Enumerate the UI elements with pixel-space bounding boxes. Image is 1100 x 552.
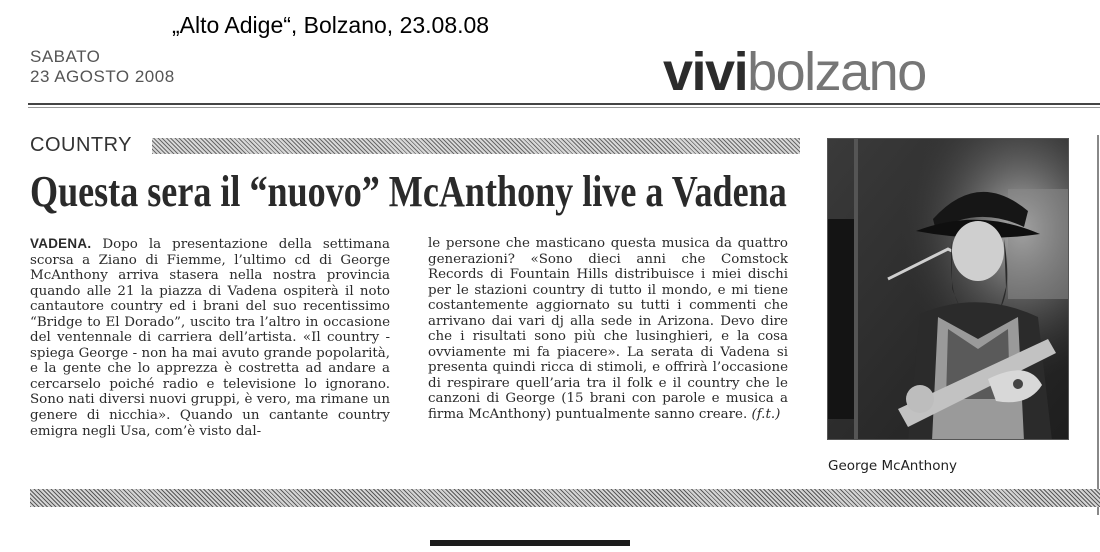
kicker-hatch-bar <box>152 138 800 154</box>
bottom-rule <box>430 540 630 546</box>
article-photo <box>827 138 1069 440</box>
article-paragraph-1 <box>30 236 390 439</box>
bottom-hatch-bar <box>30 489 1100 507</box>
issue-date: 23 AGOSTO 2008 <box>30 67 175 86</box>
issue-date-block <box>30 47 175 87</box>
page-edge-rule <box>1097 135 1099 515</box>
performer-photo-illustration <box>828 139 1069 440</box>
column-2-text: le persone che masticano questa musica da quattro generazioni? «Sono dieci anni che Comstock Records di Fountain Hills distribuisce i miei dischi per le stazioni country di tutto il mondo, e mi tiene costantemente aggiornato su tutti i commenti che arrivano dai vari dj alla sede in Arizona. Devo dire che i risultati sono più che lusinghieri, e la cosa ovviamente mi fa piacere». La serata di Vadena si presenta quindi ricca di stimoli, e offrirà l’occasione di respirare quell’aria tra il folk e il country che le canzoni di George (15 brani con parole e musica a firma McAnthony) puntualmente sanno creare. <box>428 236 788 423</box>
header-rule-thin <box>28 107 1100 108</box>
article-dateline: VADENA. <box>30 236 92 251</box>
kicker-label: COUNTRY <box>30 134 133 156</box>
section-masthead <box>663 42 926 102</box>
header-rule <box>28 103 1100 105</box>
column-1-text: Dopo la presentazione della settimana scorsa a Ziano di Fiemme, l’ultimo cd di George McAnthony arriva stasera nella nostra provincia quando alle 21 la piazza di Vadena ospiterà il noto cantautore country ed i brani del suo recentissimo “Bridge to El Dorado”, uscito tra l’altro in occasione del ventennale di carriera dell’artista. «Il country - spiega George - non ha mai avuto grande popolarità, e la gente che lo apprezza è costretta ad andare a cercarselo poiché radio e televisione lo ignorano. Sono nati diversi nuovi gruppi, è vero, ma rimane un genere di nicchia». Quando un cantante country emigra negli Usa, com’è visto dal- <box>30 237 390 439</box>
article-headline: Questa sera il “nuovo” McAnthony live a Vadena <box>30 167 787 216</box>
article-paragraph-2 <box>428 236 788 423</box>
photo-caption: George McAnthony <box>828 458 958 474</box>
source-citation: „Alto Adige“, Bolzano, 23.08.08 <box>172 12 490 38</box>
issue-weekday: SABATO <box>30 47 101 66</box>
article-column-2 <box>428 236 788 423</box>
section-city: bolzano <box>747 42 926 102</box>
author-signature: (f.t.) <box>751 407 781 423</box>
article-column-1 <box>30 236 390 439</box>
section-prefix: vivi <box>663 42 748 102</box>
